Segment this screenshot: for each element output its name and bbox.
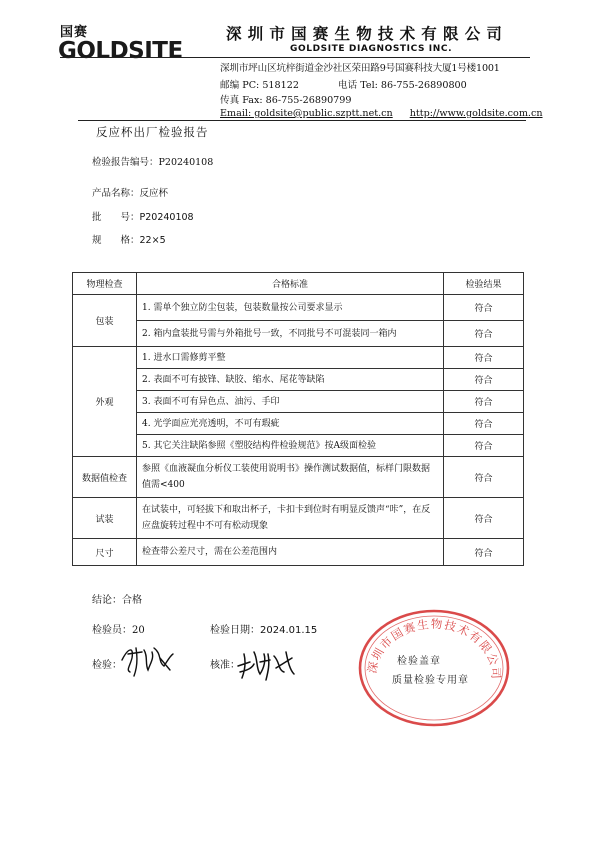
stamp-ring bbox=[354, 606, 514, 731]
table-row bbox=[73, 435, 524, 457]
contact-line bbox=[220, 108, 543, 119]
auditor-signature bbox=[236, 644, 298, 684]
header-divider bbox=[60, 57, 530, 58]
standard-cell: 在试装中，可轻拔下和取出杯子，卡扣卡到位时有明显反馈声“咔”，在反应盘旋转过程中不可有松动现象 bbox=[137, 498, 444, 539]
result-cell: 符合 bbox=[444, 369, 524, 391]
standard-cell: 1. 进水口需修剪平整 bbox=[137, 347, 444, 369]
logo-english: GOLDSITE bbox=[58, 38, 183, 64]
inspection-date-value: 2024.01.15 bbox=[260, 625, 318, 636]
inspector bbox=[92, 621, 145, 636]
field-label: 批 号： bbox=[92, 212, 140, 223]
table-row bbox=[73, 457, 524, 498]
table-row bbox=[73, 539, 524, 566]
email-address[interactable]: Email: goldsite@public.szptt.net.cn bbox=[220, 108, 393, 119]
field-label: 产品名称： bbox=[92, 188, 140, 199]
logo-chinese: 国赛 bbox=[60, 25, 89, 40]
result-cell: 符合 bbox=[444, 321, 524, 347]
standard-cell: 参照《血液凝血分析仪工装使用说明书》操作测试数据值，标样门限数据值需<400 bbox=[137, 457, 444, 498]
table-row bbox=[73, 498, 524, 539]
stamp-label-primary: 检验盖章 bbox=[397, 656, 441, 667]
result-cell: 符合 bbox=[444, 539, 524, 566]
field-value: P20240108 bbox=[139, 212, 194, 223]
category-cell: 外观 bbox=[73, 347, 137, 457]
report-number-label: 检验报告编号： bbox=[92, 157, 159, 168]
standard-cell: 1. 需单个独立防尘包装，包装数量按公司要求显示 bbox=[137, 295, 444, 321]
table-row bbox=[73, 295, 524, 321]
standard-cell: 3. 表面不可有异色点、油污、手印 bbox=[137, 391, 444, 413]
inspector-label: 检验员： bbox=[92, 625, 132, 636]
standard-cell: 4. 光学面应光亮透明，不可有瑕疵 bbox=[137, 413, 444, 435]
quality-inspection-stamp bbox=[354, 606, 514, 731]
inspection-date bbox=[210, 621, 317, 636]
field-value: 22×5 bbox=[139, 235, 166, 246]
header-standard: 合格标准 bbox=[137, 273, 444, 295]
stamp-ring-text: 深圳市国赛生物技术有限公司 bbox=[364, 616, 504, 681]
result-cell: 符合 bbox=[444, 391, 524, 413]
fax: 传真 Fax: 86-755-26890799 bbox=[220, 95, 352, 106]
conclusion bbox=[92, 591, 142, 606]
report-title: 反应杯出厂检验报告 bbox=[96, 125, 209, 139]
inspection-table bbox=[72, 272, 524, 566]
checker-signature bbox=[118, 640, 176, 680]
company-name-english: GOLDSITE DIAGNOSTICS INC. bbox=[290, 44, 453, 54]
auditor-label: 核准： bbox=[210, 660, 240, 671]
company-name-chinese: 深圳市国赛生物技术有限公司 bbox=[226, 24, 509, 43]
checker-label: 检验： bbox=[92, 660, 122, 671]
specification-field bbox=[92, 232, 166, 246]
conclusion-label: 结论： bbox=[92, 595, 122, 606]
result-cell: 符合 bbox=[444, 347, 524, 369]
result-cell: 符合 bbox=[444, 457, 524, 498]
table-row bbox=[73, 391, 524, 413]
table-row bbox=[73, 413, 524, 435]
table-row bbox=[73, 347, 524, 369]
inspection-date-label: 检验日期： bbox=[210, 625, 260, 636]
stamp-label-secondary: 质量检验专用章 bbox=[392, 675, 469, 686]
standard-cell: 5. 其它关注缺陷参照《塑胶结构件检验规范》按A级面检验 bbox=[137, 435, 444, 457]
result-cell: 符合 bbox=[444, 413, 524, 435]
postcode: 邮编 PC: 518122 bbox=[220, 80, 299, 91]
batch-number-field bbox=[92, 209, 194, 223]
report-number-value: P20240108 bbox=[158, 157, 214, 168]
report-number bbox=[92, 154, 213, 168]
header-category: 物理检查 bbox=[73, 273, 137, 295]
inspector-value: 20 bbox=[132, 625, 145, 636]
result-cell: 符合 bbox=[444, 435, 524, 457]
field-value: 反应杯 bbox=[139, 188, 169, 199]
result-cell: 符合 bbox=[444, 498, 524, 539]
product-name-field bbox=[92, 185, 168, 199]
standard-cell: 检查带公差尺寸，需在公差范围内 bbox=[137, 539, 444, 566]
field-label: 规 格： bbox=[92, 235, 140, 246]
category-cell: 试装 bbox=[73, 498, 137, 539]
website-link[interactable]: http://www.goldsite.com.cn bbox=[409, 108, 543, 119]
telephone: 电话 Tel: 86-755-26890800 bbox=[338, 80, 467, 91]
category-cell: 尺寸 bbox=[73, 539, 137, 566]
conclusion-value: 合格 bbox=[122, 595, 142, 606]
result-cell: 符合 bbox=[444, 295, 524, 321]
header-bottom-divider bbox=[78, 120, 526, 121]
company-address: 深圳市坪山区坑梓街道金沙社区荣田路9号国赛科技大厦1号楼1001 bbox=[220, 63, 500, 74]
header-result: 检验结果 bbox=[444, 273, 524, 295]
standard-cell: 2. 表面不可有披锋、缺胶、缩水、尾花等缺陷 bbox=[137, 369, 444, 391]
table-row bbox=[73, 369, 524, 391]
standard-cell: 2. 箱内盒装批号需与外箱批号一致，不同批号不可混装同一箱内 bbox=[137, 321, 444, 347]
table-header-row bbox=[73, 273, 524, 295]
category-cell: 包装 bbox=[73, 295, 137, 347]
category-cell: 数据值检查 bbox=[73, 457, 137, 498]
table-row bbox=[73, 321, 524, 347]
